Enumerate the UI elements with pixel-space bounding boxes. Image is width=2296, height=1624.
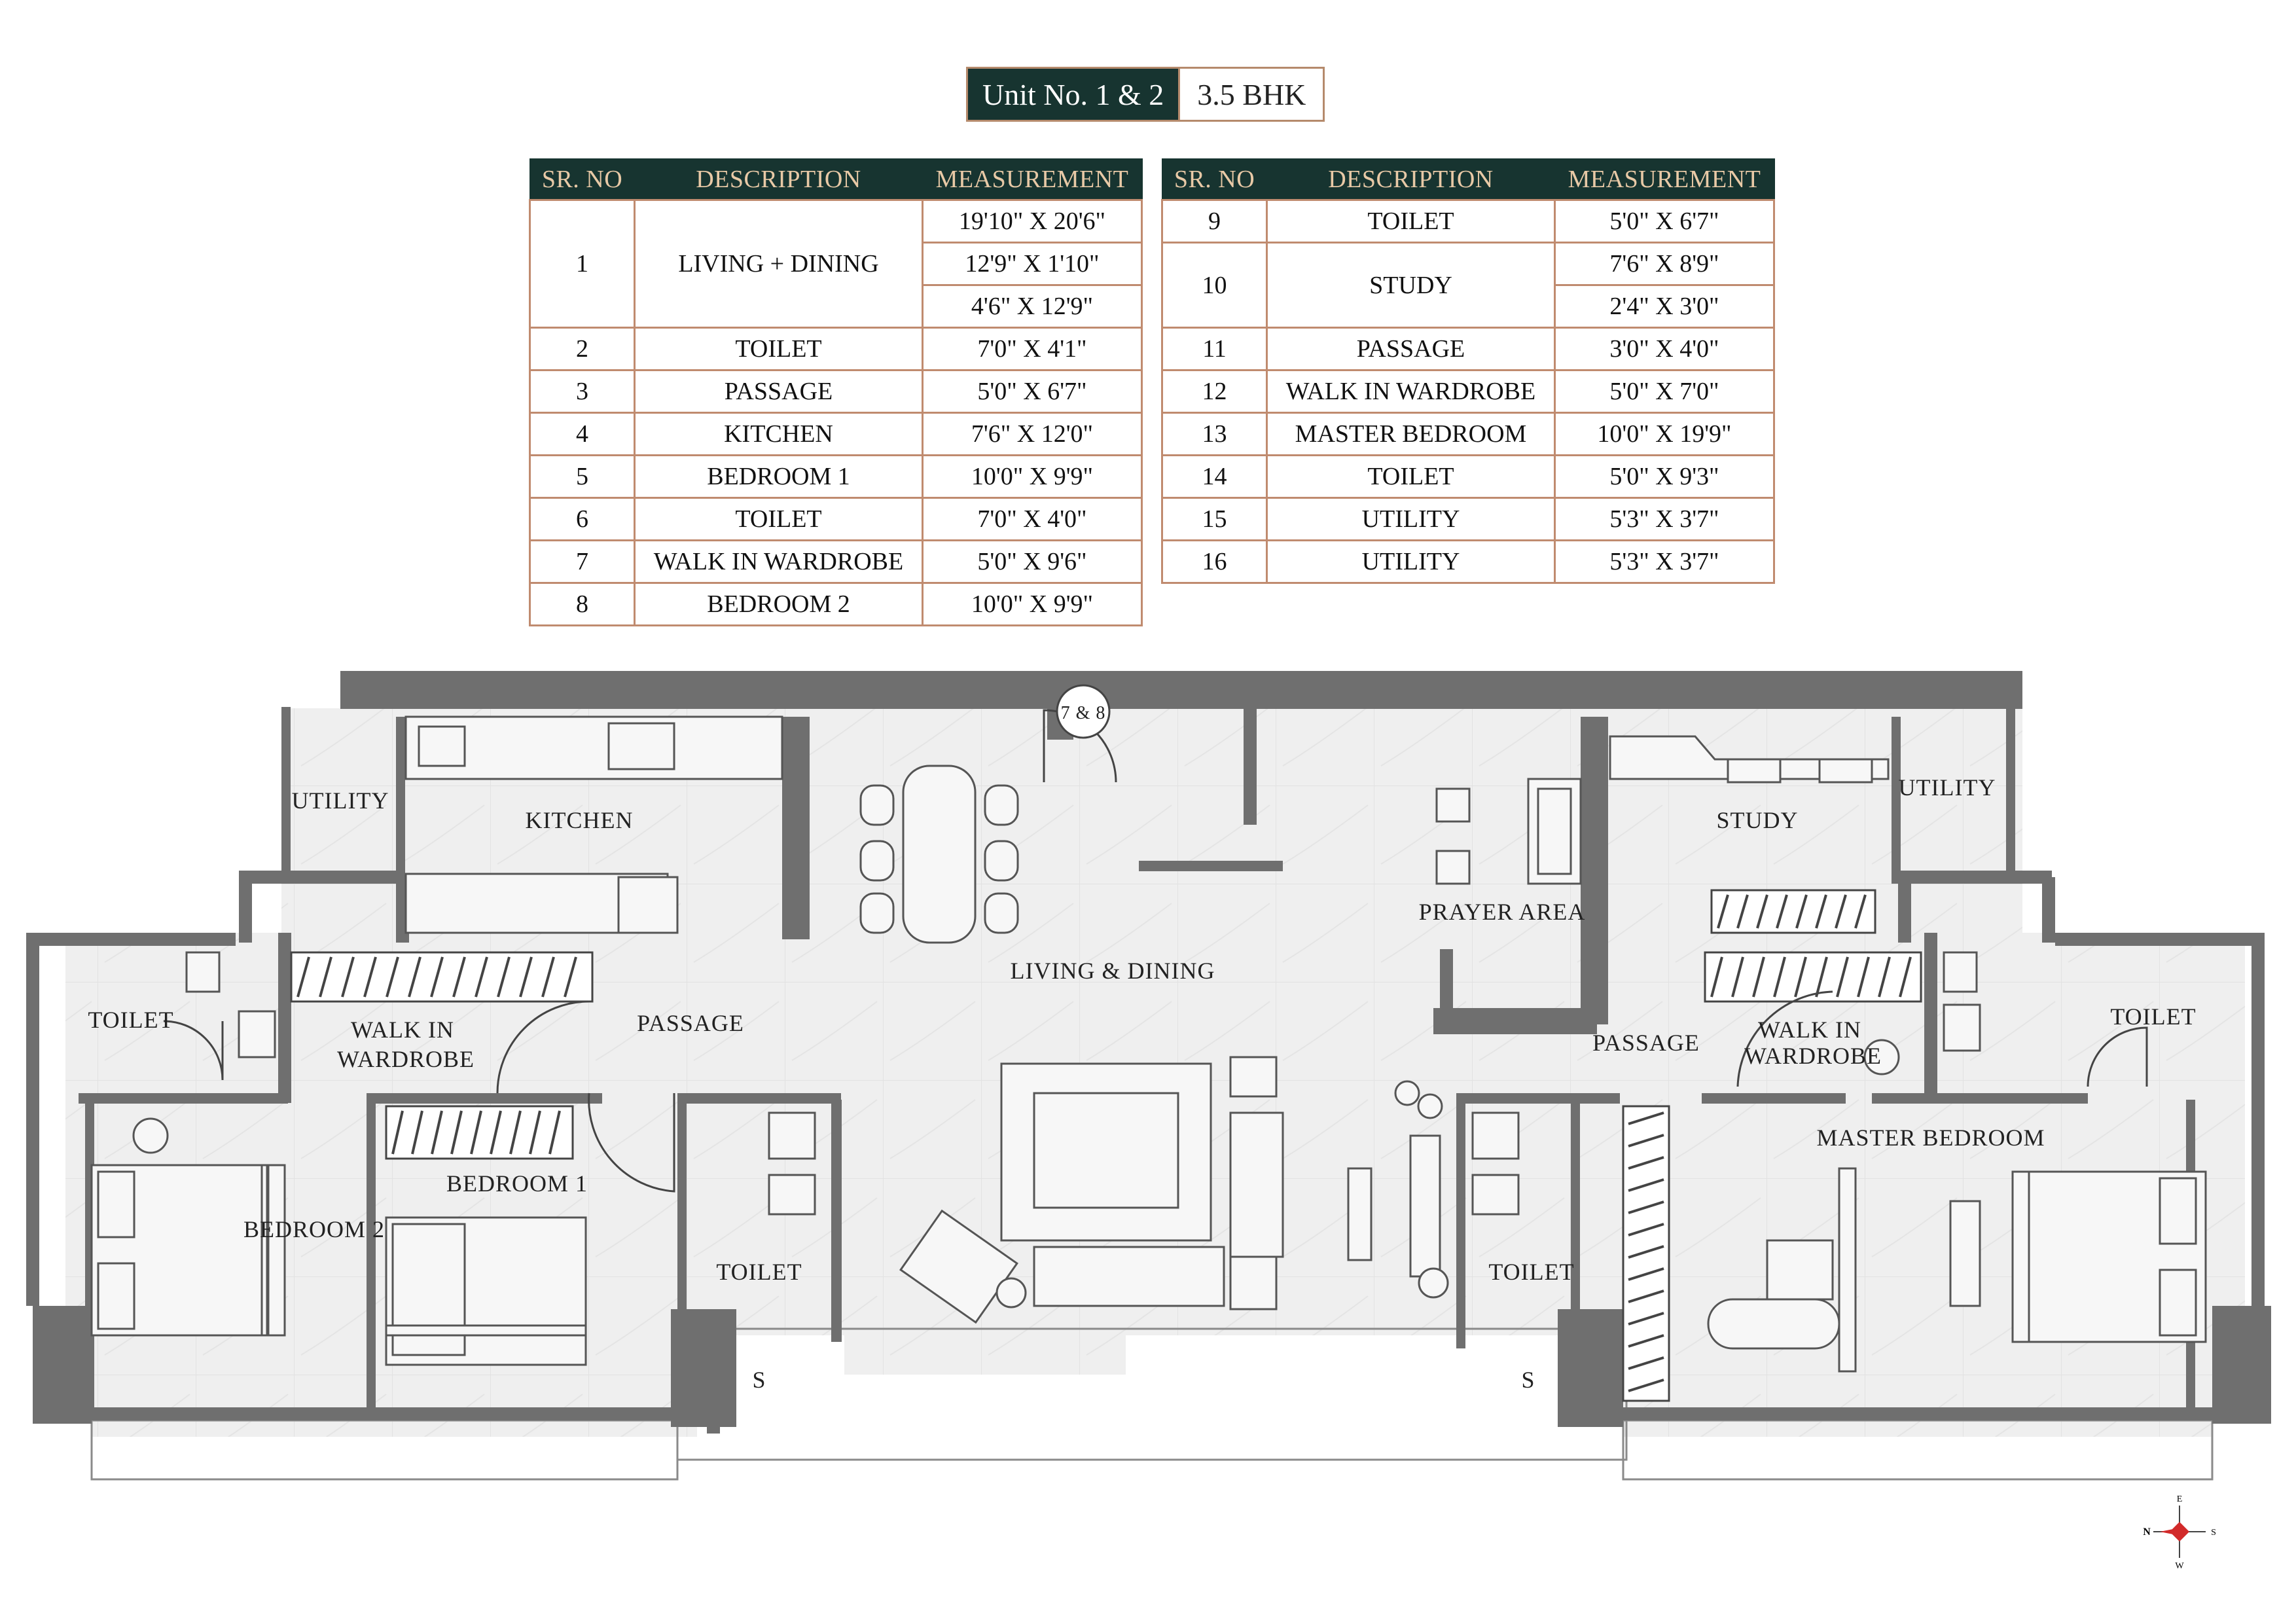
walk-in-left-line-2: WARDROBE bbox=[336, 1046, 475, 1072]
label-walk-in-right bbox=[1744, 1017, 1882, 1069]
measurement-cell: 4'6" X 12'9" bbox=[923, 285, 1142, 328]
sr-no-cell: 9 bbox=[1162, 200, 1267, 243]
measurement-cell: 5'0" X 6'7" bbox=[1555, 200, 1774, 243]
walk-in-right-line-2: WARDROBE bbox=[1744, 1043, 1882, 1069]
label-kitchen: KITCHEN bbox=[525, 807, 634, 833]
sr-no-cell: 13 bbox=[1162, 413, 1267, 456]
label-entry-marker: 7 & 8 bbox=[1060, 703, 1106, 723]
label-shaft-left: S bbox=[752, 1367, 766, 1393]
header-description: DESCRIPTION bbox=[1267, 159, 1555, 200]
measurement-cell: 5'0" X 9'3" bbox=[1555, 456, 1774, 498]
label-bedroom-2: BEDROOM 2 bbox=[243, 1216, 386, 1242]
bedroom-1-bed bbox=[386, 1218, 586, 1365]
measurement-cell: 5'0" X 6'7" bbox=[923, 370, 1142, 413]
description-cell: STUDY bbox=[1267, 243, 1555, 328]
measurement-cell: 7'6" X 12'0" bbox=[923, 413, 1142, 456]
measurement-cell: 19'10" X 20'6" bbox=[923, 200, 1142, 243]
measurement-cell: 7'0" X 4'1" bbox=[923, 328, 1142, 370]
label-study: STUDY bbox=[1716, 807, 1799, 833]
unit-type-value: 3.5 BHK bbox=[1178, 69, 1323, 120]
description-cell: LIVING + DINING bbox=[635, 200, 923, 328]
header-measurement: MEASUREMENT bbox=[923, 159, 1142, 200]
sr-no-cell: 3 bbox=[530, 370, 635, 413]
sr-no-cell: 8 bbox=[530, 583, 635, 626]
label-shaft-right: S bbox=[1521, 1367, 1535, 1393]
measurement-cell: 5'3" X 3'7" bbox=[1555, 498, 1774, 541]
label-prayer-area: PRAYER AREA bbox=[1418, 899, 1586, 925]
sr-no-cell: 4 bbox=[530, 413, 635, 456]
description-cell: UTILITY bbox=[1267, 498, 1555, 541]
compass-west-label: W bbox=[2175, 1561, 2184, 1571]
sr-no-cell: 2 bbox=[530, 328, 635, 370]
sr-no-cell: 6 bbox=[530, 498, 635, 541]
header-sr-no: SR. NO bbox=[530, 159, 635, 200]
label-toilet-mid-left: TOILET bbox=[716, 1259, 802, 1285]
measurement-cell: 2'4" X 3'0" bbox=[1555, 285, 1774, 328]
measurement-cell: 12'9" X 1'10" bbox=[923, 243, 1142, 285]
label-master-bedroom: MASTER BEDROOM bbox=[1816, 1125, 2045, 1151]
sr-no-cell: 16 bbox=[1162, 541, 1267, 583]
compass-north-label: N bbox=[2143, 1526, 2151, 1538]
sr-no-cell: 11 bbox=[1162, 328, 1267, 370]
label-utility-left: UTILITY bbox=[291, 787, 389, 814]
sr-no-cell: 15 bbox=[1162, 498, 1267, 541]
measurement-cell: 5'0" X 9'6" bbox=[923, 541, 1142, 583]
label-toilet-mid-right: TOILET bbox=[1488, 1259, 1575, 1285]
measurement-cell: 7'0" X 4'0" bbox=[923, 498, 1142, 541]
sr-no-cell: 14 bbox=[1162, 456, 1267, 498]
description-cell: WALK IN WARDROBE bbox=[1267, 370, 1555, 413]
description-cell: TOILET bbox=[635, 328, 923, 370]
measurement-cell: 10'0" X 9'9" bbox=[923, 583, 1142, 626]
sr-no-cell: 5 bbox=[530, 456, 635, 498]
unit-number-label: Unit No. 1 & 2 bbox=[968, 69, 1178, 120]
measurement-cell: 10'0" X 9'9" bbox=[923, 456, 1142, 498]
label-passage-right: PASSAGE bbox=[1592, 1030, 1700, 1056]
compass-east-label: E bbox=[2176, 1494, 2183, 1504]
measurement-cell: 5'0" X 7'0" bbox=[1555, 370, 1774, 413]
walk-in-left-line-1: WALK IN bbox=[351, 1017, 454, 1043]
description-cell: BEDROOM 1 bbox=[635, 456, 923, 498]
compass-south-label: S bbox=[2211, 1528, 2216, 1538]
measurement-cell: 3'0" X 4'0" bbox=[1555, 328, 1774, 370]
header-measurement: MEASUREMENT bbox=[1555, 159, 1774, 200]
label-living-dining: LIVING & DINING bbox=[1010, 958, 1215, 984]
sr-no-cell: 10 bbox=[1162, 243, 1267, 328]
label-toilet-far-right: TOILET bbox=[2110, 1003, 2197, 1030]
label-utility-right: UTILITY bbox=[1898, 774, 1996, 801]
description-cell: TOILET bbox=[635, 498, 923, 541]
description-cell: PASSAGE bbox=[1267, 328, 1555, 370]
label-bedroom-1: BEDROOM 1 bbox=[446, 1170, 588, 1197]
label-toilet-far-left: TOILET bbox=[88, 1007, 174, 1033]
description-cell: PASSAGE bbox=[635, 370, 923, 413]
measurement-cell: 10'0" X 19'9" bbox=[1555, 413, 1774, 456]
description-cell: WALK IN WARDROBE bbox=[635, 541, 923, 583]
description-cell: TOILET bbox=[1267, 200, 1555, 243]
compass-icon bbox=[2140, 1492, 2219, 1571]
description-cell: KITCHEN bbox=[635, 413, 923, 456]
description-cell: UTILITY bbox=[1267, 541, 1555, 583]
header-sr-no: SR. NO bbox=[1162, 159, 1267, 200]
sr-no-cell: 7 bbox=[530, 541, 635, 583]
description-cell: MASTER BEDROOM bbox=[1267, 413, 1555, 456]
description-cell: TOILET bbox=[1267, 456, 1555, 498]
walk-in-right-line-1: WALK IN bbox=[1758, 1017, 1861, 1043]
header-description: DESCRIPTION bbox=[635, 159, 923, 200]
measurement-cell: 5'3" X 3'7" bbox=[1555, 541, 1774, 583]
description-cell: BEDROOM 2 bbox=[635, 583, 923, 626]
sr-no-cell: 12 bbox=[1162, 370, 1267, 413]
dining-table bbox=[861, 766, 1018, 943]
label-passage-left: PASSAGE bbox=[637, 1010, 744, 1036]
measurement-cell: 7'6" X 8'9" bbox=[1555, 243, 1774, 285]
sr-no-cell: 1 bbox=[530, 200, 635, 328]
